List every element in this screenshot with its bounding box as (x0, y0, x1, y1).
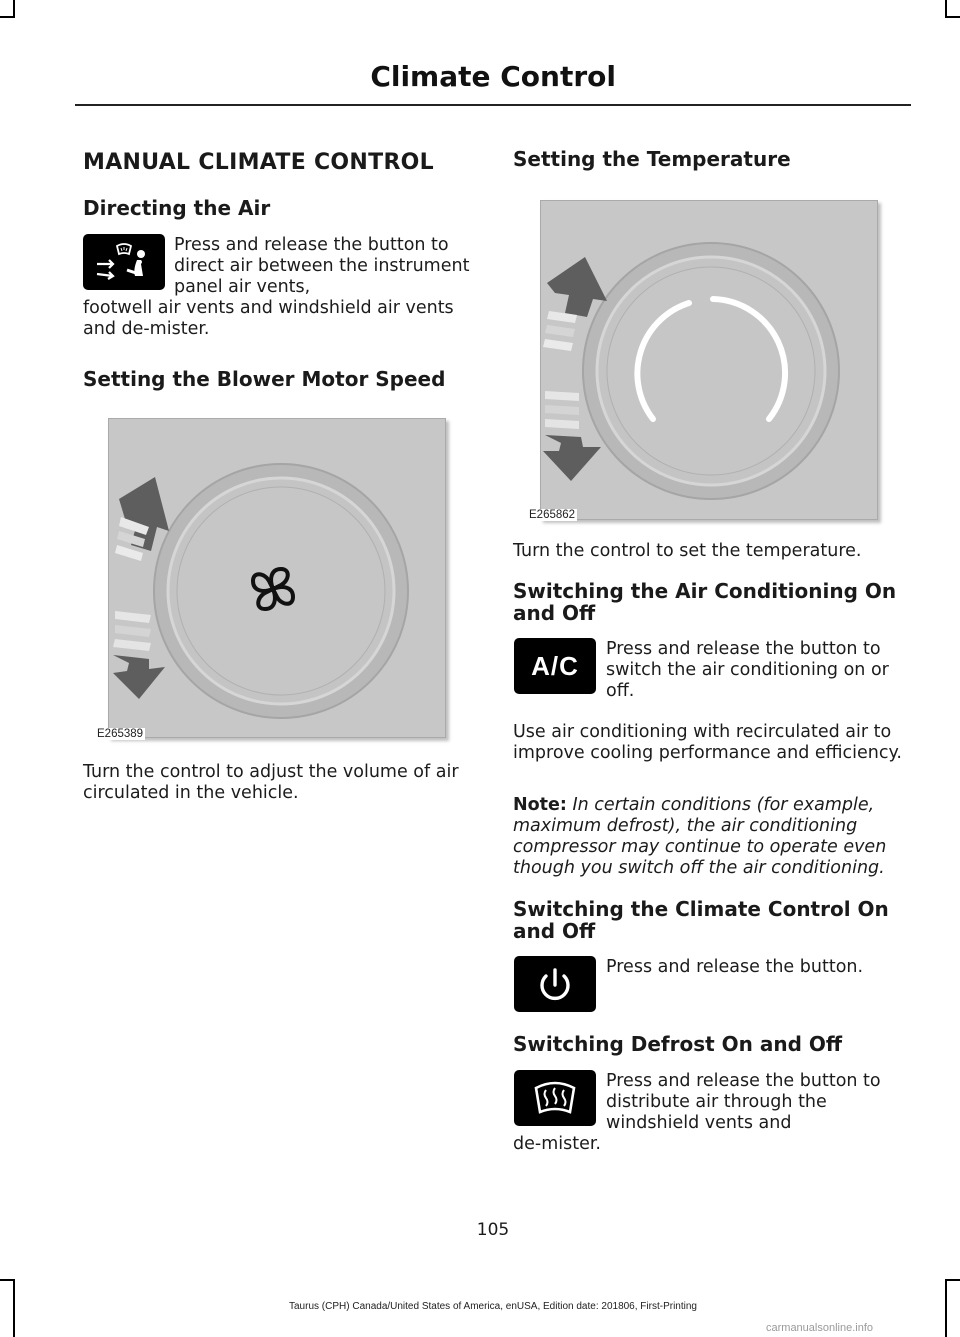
windshield-defrost-icon (514, 1070, 596, 1126)
page-title: Climate Control (370, 60, 616, 93)
ac-note (513, 795, 907, 879)
heading-ac: Switching the Air Conditioning On and Off (513, 579, 897, 625)
note-text: In certain conditions (for example, maximum defrost), the air conditioning compressor may continue to operate even though you switch off the air conditioning. (513, 795, 887, 878)
figure-id: E265862 (529, 509, 576, 521)
figure-id: E265389 (97, 728, 144, 740)
decrease-arrow (113, 611, 165, 699)
blower-dial-figure (108, 418, 446, 738)
ac-text-2: Use air conditioning with recirculated air to improve cooling performance and efficiency. (513, 722, 902, 763)
edition-line: Taurus (CPH) Canada/United States of America, enUSA, Edition date: 201806, First-Printing (289, 1301, 697, 1312)
crop-mark (0, 16, 15, 18)
climate-text: Press and release the button. (606, 957, 864, 977)
defrost-text-cont: de-mister. (513, 1134, 601, 1154)
note-label: Note: (513, 795, 567, 815)
crop-mark (13, 0, 15, 16)
crop-mark (945, 0, 947, 16)
defrost-text: Press and release the button to distribute air through the windshield vents and (606, 1071, 881, 1133)
ac-text: Press and release the button to switch the air conditioning on or off. (606, 639, 889, 701)
air-distribution-icon (83, 234, 165, 290)
heading-blower: Setting the Blower Motor Speed (83, 367, 446, 391)
ac-icon (514, 638, 596, 694)
header-divider (75, 104, 911, 106)
crop-mark (945, 16, 960, 18)
watermark[interactable]: carmanualsonline.info (766, 1322, 874, 1334)
heading-temperature: Setting the Temperature (513, 147, 791, 171)
page-number: 105 (476, 1220, 510, 1240)
ac-icon-label: A/C (531, 650, 579, 681)
heading-climate: Switching the Climate Control On and Off (513, 897, 889, 943)
temperature-text: Turn the control to set the temperature. (513, 541, 862, 561)
blower-text: Turn the control to adjust the volume of air circulated in the vehicle. (83, 762, 459, 803)
directing-air-text-cont: footwell air vents and windshield air vents and de-mister. (83, 298, 454, 339)
temperature-dial-figure (540, 200, 878, 520)
heading-defrost: Switching Defrost On and Off (513, 1032, 843, 1056)
directing-air-text: Press and release the button to direct air between the instrument panel air vents, (174, 235, 470, 297)
crop-mark (945, 1279, 960, 1281)
power-icon (514, 956, 596, 1012)
fan-icon (253, 569, 293, 609)
heading-directing-air: Directing the Air (83, 196, 271, 220)
section-title: MANUAL CLIMATE CONTROL (83, 150, 435, 175)
